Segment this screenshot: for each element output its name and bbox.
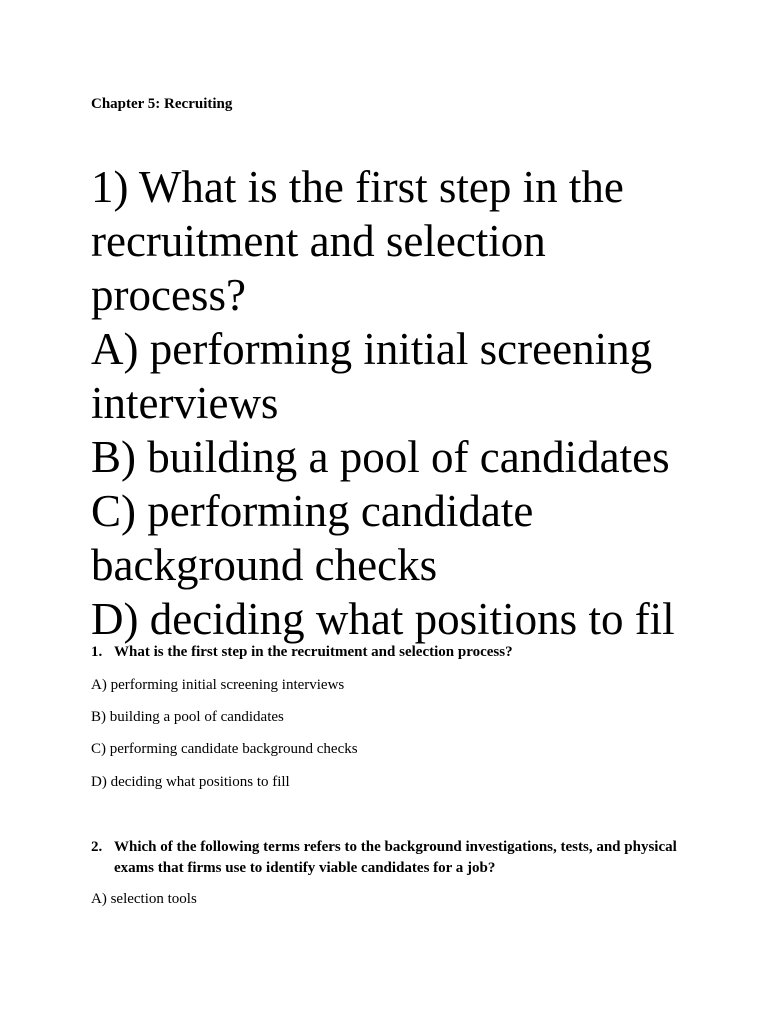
- chapter-title: Chapter 5: Recruiting: [91, 96, 233, 112]
- large-question-line: process?: [91, 270, 246, 320]
- question-1-option-b: B) building a pool of candidates: [91, 709, 284, 725]
- question-number: 2.: [91, 839, 103, 855]
- question-text: What is the first step in the recruitment and selection process?: [114, 644, 513, 660]
- large-option-line: D) deciding what positions to fil: [91, 594, 675, 644]
- question-1-option-c: C) performing candidate background checks: [91, 741, 358, 757]
- large-option-line: background checks: [91, 540, 438, 590]
- question-2-title: [91, 837, 681, 879]
- large-option-line: C) performing candidate: [91, 486, 534, 536]
- large-option-line: interviews: [91, 378, 279, 428]
- question-1-title: [91, 642, 691, 663]
- large-question-block: [91, 160, 731, 646]
- question-1-option-d: D) deciding what positions to fill: [91, 774, 290, 790]
- large-question-line: 1) What is the first step in the: [91, 162, 624, 212]
- question-1-option-a: A) performing initial screening interviews: [91, 677, 345, 693]
- large-option-line: B) building a pool of candidates: [91, 432, 670, 482]
- question-number: 1.: [91, 644, 103, 660]
- question-2-option-a: A) selection tools: [91, 891, 197, 907]
- large-question-line: recruitment and selection: [91, 216, 546, 266]
- question-text: Which of the following terms refers to the background investigations, tests, and physical exams that firms use to identify viable candidates for a job?: [114, 839, 677, 876]
- large-option-line: A) performing initial screening: [91, 324, 653, 374]
